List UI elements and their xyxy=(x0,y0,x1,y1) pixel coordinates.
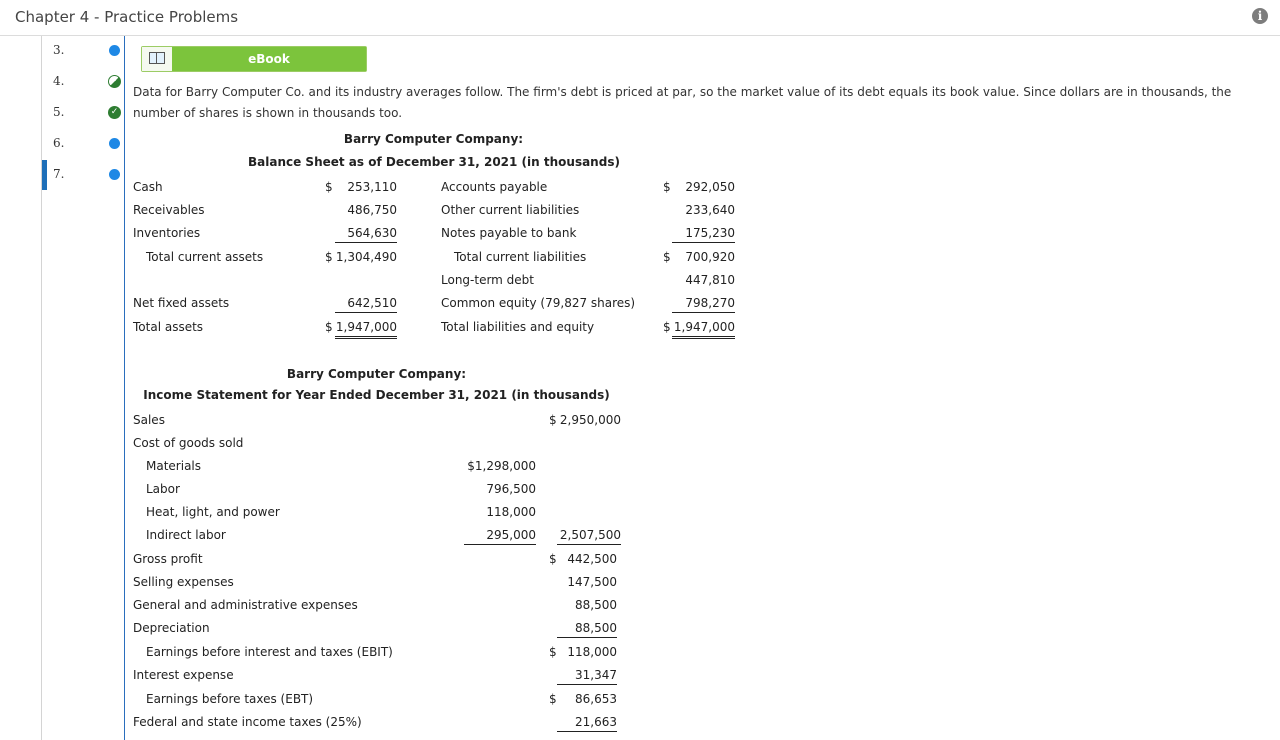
bs-value-inventories: 564,630 xyxy=(335,226,397,243)
is-label-interest-expense: Interest expense xyxy=(133,668,234,682)
problem-intro: Data for Barry Computer Co. and its industry averages follow. The firm's debt is priced at par, so the market value of its debt equals its book value. Since dollars are in thousands, the number of shares is shown in thousands too. xyxy=(133,85,1232,120)
is-value-income-taxes: 21,663 xyxy=(557,715,617,732)
is-label-heat-light-power: Heat, light, and power xyxy=(146,505,280,519)
bs-label-cash: Cash xyxy=(133,180,163,194)
bs-label-net-fixed-assets: Net fixed assets xyxy=(133,296,230,310)
bs-label-total-liabilities-equity: Total liabilities and equity xyxy=(441,320,595,334)
bs-dollar-sign: $ xyxy=(663,180,671,194)
is-label-ebit: Earnings before interest and taxes (EBIT) xyxy=(146,645,393,659)
unanswered-status-icon xyxy=(109,169,120,180)
ebook-button[interactable] xyxy=(141,46,367,72)
is-value-total-cogs: 2,507,500 xyxy=(557,528,621,545)
is-label-cogs: Cost of goods sold xyxy=(133,436,244,450)
question-item-5[interactable] xyxy=(42,98,125,129)
is-value-selling-expenses: 147,500 xyxy=(567,575,617,589)
book-icon xyxy=(149,52,165,64)
bs-dollar-sign: $ xyxy=(325,250,333,264)
is-value-materials: $1,298,000 xyxy=(467,459,536,473)
is-label-materials: Materials xyxy=(146,459,202,473)
partial-status-icon xyxy=(108,75,121,88)
is-value-heat-light-power: 118,000 xyxy=(486,505,536,519)
balance-sheet-subtitle: Balance Sheet as of December 31, 2021 (in thousands) xyxy=(248,155,620,169)
is-dollar-sign: $ xyxy=(549,552,557,566)
question-item-7[interactable] xyxy=(42,160,125,191)
bs-value-total-current-liabilities: 700,920 xyxy=(685,250,735,264)
page-title: Chapter 4 - Practice Problems xyxy=(15,8,239,26)
bs-dollar-sign: $ xyxy=(325,180,333,194)
bs-dollar-sign: $ xyxy=(663,250,671,264)
bs-label-common-equity: Common equity (79,827 shares) xyxy=(441,296,636,310)
is-label-income-taxes: Federal and state income taxes (25%) xyxy=(133,715,362,729)
is-label-ga-expenses: General and administrative expenses xyxy=(133,598,358,612)
is-value-ebit: 118,000 xyxy=(567,645,617,659)
bs-value-other-current-liabilities: 233,640 xyxy=(685,203,735,217)
ebook-icon-box xyxy=(142,47,173,71)
is-dollar-sign: $ xyxy=(549,413,557,427)
bs-value-accounts-payable: 292,050 xyxy=(685,180,735,194)
is-label-labor: Labor xyxy=(146,482,180,496)
bs-label-accounts-payable: Accounts payable xyxy=(441,180,548,194)
bs-value-receivables: 486,750 xyxy=(347,203,397,217)
is-value-depreciation: 88,500 xyxy=(557,621,617,638)
is-value-ga-expenses: 88,500 xyxy=(575,598,617,612)
is-value-interest-expense: 31,347 xyxy=(557,668,617,685)
is-value-ebt: 86,653 xyxy=(575,692,617,706)
question-number: 4. xyxy=(53,74,65,88)
bs-dollar-sign: $ xyxy=(325,320,333,334)
bs-label-total-assets: Total assets xyxy=(133,320,204,334)
bs-label-long-term-debt: Long-term debt xyxy=(441,273,535,287)
is-dollar-sign: $ xyxy=(549,692,557,706)
info-icon[interactable]: i xyxy=(1252,8,1268,24)
bs-label-total-current-assets: Total current assets xyxy=(146,250,264,264)
bs-value-long-term-debt: 447,810 xyxy=(685,273,735,287)
bs-value-common-equity: 798,270 xyxy=(672,296,735,313)
is-value-gross-profit: 442,500 xyxy=(567,552,617,566)
is-label-indirect-labor: Indirect labor xyxy=(146,528,226,542)
is-dollar-sign: $ xyxy=(549,645,557,659)
bs-label-receivables: Receivables xyxy=(133,203,205,217)
balance-sheet-title: Barry Computer Company: xyxy=(343,132,524,146)
is-label-ebt: Earnings before taxes (EBT) xyxy=(146,692,314,706)
bs-label-notes-payable: Notes payable to bank xyxy=(441,226,577,240)
bs-label-other-current-liabilities: Other current liabilities xyxy=(441,203,580,217)
bs-value-cash: 253,110 xyxy=(347,180,397,194)
question-number: 6. xyxy=(53,136,65,150)
ebook-label: eBook xyxy=(172,47,366,71)
complete-check-icon: ✓ xyxy=(108,106,121,119)
question-item-4[interactable] xyxy=(42,67,125,98)
is-label-selling-expenses: Selling expenses xyxy=(133,575,234,589)
header-bar xyxy=(0,0,1280,36)
is-value-indirect-labor: 295,000 xyxy=(464,528,536,545)
bs-label-total-current-liabilities: Total current liabilities xyxy=(454,250,587,264)
bs-value-total-current-assets: 1,304,490 xyxy=(335,250,397,264)
question-number: 5. xyxy=(53,105,65,119)
is-label-depreciation: Depreciation xyxy=(133,621,210,635)
is-label-gross-profit: Gross profit xyxy=(133,552,203,566)
bs-label-inventories: Inventories xyxy=(133,226,201,240)
bs-value-net-fixed-assets: 642,510 xyxy=(335,296,397,313)
question-number: 3. xyxy=(53,43,65,57)
income-statement-subtitle: Income Statement for Year Ended December 31, 2021 (in thousands) xyxy=(143,388,610,402)
bs-value-notes-payable: 175,230 xyxy=(672,226,735,243)
question-nav xyxy=(41,36,125,740)
bs-value-total-assets: 1,947,000 xyxy=(335,320,397,339)
income-statement-title: Barry Computer Company: xyxy=(286,367,467,381)
question-item-6[interactable] xyxy=(42,129,125,160)
is-label-sales: Sales xyxy=(133,413,165,427)
unanswered-status-icon xyxy=(109,45,120,56)
unanswered-status-icon xyxy=(109,138,120,149)
is-value-sales: 2,950,000 xyxy=(559,413,621,427)
is-value-labor: 796,500 xyxy=(486,482,536,496)
bs-value-total-liabilities-equity: 1,947,000 xyxy=(672,320,735,339)
bs-dollar-sign: $ xyxy=(663,320,671,334)
question-item-3[interactable] xyxy=(42,36,125,67)
question-number: 7. xyxy=(53,167,65,181)
